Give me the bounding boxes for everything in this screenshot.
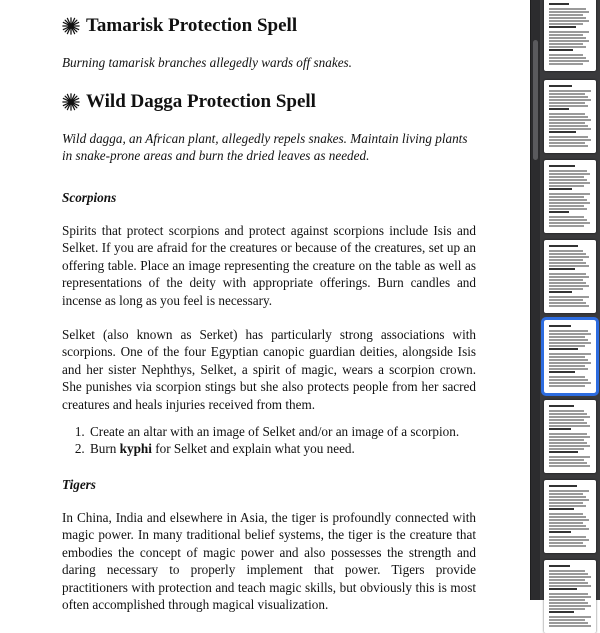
thumbnail-text-line	[549, 119, 591, 121]
thumbnail-text-line	[549, 522, 583, 524]
thumbnail-text-line	[549, 8, 586, 10]
list-item: 1. Create an altar with an image of Selket and/or an image of a scorpion.	[88, 423, 476, 440]
thumbnail-text-line	[549, 96, 588, 98]
thumbnail-text-line	[549, 359, 588, 361]
thumbnail-text-line	[549, 433, 587, 435]
thumbnail-text-line	[549, 499, 589, 501]
page-thumbnail[interactable]	[544, 480, 596, 553]
sidebar-scrollbar[interactable]	[531, 0, 540, 600]
thumbnail-text-line	[549, 3, 569, 5]
thumbnail-text-line	[549, 416, 590, 418]
thumbnail-text-line	[549, 279, 583, 281]
thumbnail-text-line	[549, 465, 590, 467]
tigers-paragraph-1: In China, India and elsewhere in Asia, the tiger is profoundly connected with magic power. In many traditional belief systems, the tiger is the creature that embodies the concept of magic power and also possesses the strength and daring necessary to properly implement that power. Tigers provide practitioners with protection and teach magic skills, but obviously this is most often accomplished through magical visualization.	[62, 509, 476, 612]
thumbnail-text-line	[549, 356, 585, 358]
thumbnail-text-line	[549, 456, 590, 458]
thumbnail-text-line	[549, 122, 585, 124]
thumbnail-text-line	[549, 371, 575, 373]
thumbnail-text-line	[549, 410, 584, 412]
thumbnail-text-line	[549, 508, 574, 510]
thumbnail-text-line	[549, 273, 586, 275]
thumbnail-text-line	[549, 376, 585, 378]
thumbnail-text-line	[549, 302, 586, 304]
thumbnail-text-line	[549, 40, 589, 42]
list-item	[88, 440, 476, 457]
scorpions-paragraph-1: Spirits that protect scorpions and protect against scorpions include Isis and Selket. If you are afraid for the creatures or because of the creatures, set up an offering table. Place an image representing the creature on the table as well as representations of the deity with appropriate offerings. Burn candles and incense as long as you feel is necessary.	[62, 223, 476, 308]
thumbnail-text-line	[549, 202, 590, 204]
thumbnail-text-line	[549, 622, 588, 624]
thumbnail-text-line	[549, 193, 590, 195]
page-thumbnail[interactable]	[544, 0, 596, 71]
thumbnail-text-line	[549, 222, 590, 224]
thumbnail-text-line	[549, 276, 589, 278]
section-heading-scorpions: Scorpions	[62, 190, 117, 205]
thumbnail-text-line	[549, 353, 591, 355]
thumbnail-text-line	[549, 336, 585, 338]
thumbnail-text-line	[549, 459, 584, 461]
thumbnail-text-line	[549, 490, 589, 492]
thumbnail-text-line	[549, 256, 589, 258]
thumbnail-text-line	[549, 17, 586, 19]
step-text: for Selket and explain what you need.	[151, 441, 355, 457]
thumbnail-text-line	[549, 57, 586, 59]
star-burst-icon	[62, 17, 80, 35]
thumbnail-text-line	[549, 99, 591, 101]
thumbnail-text-line	[549, 179, 587, 181]
page-thumbnail[interactable]	[544, 400, 596, 473]
thumbnail-text-line	[549, 525, 586, 527]
thumbnail-text-line	[549, 405, 574, 407]
thumbnail-text-line	[549, 451, 578, 453]
thumbnail-text-line	[549, 37, 586, 39]
thumbnail-text-line	[549, 439, 584, 441]
step-emphasis-kyphi: kyphi	[119, 441, 152, 457]
page-thumbnail[interactable]	[544, 80, 596, 153]
thumbnail-text-line	[549, 102, 585, 104]
thumbnail-text-line	[549, 493, 583, 495]
thumbnail-text-line	[549, 208, 587, 210]
thumbnail-text-line	[549, 11, 589, 13]
thumbnail-text-line	[549, 428, 571, 430]
thumbnail-text-line	[549, 49, 573, 51]
thumbnail-text-line	[549, 516, 586, 518]
thumbnail-text-line	[549, 448, 584, 450]
spell-title-text: Tamarisk Protection Spell	[86, 15, 298, 36]
thumbnail-text-line	[549, 616, 591, 618]
thumbnail-text-line	[549, 250, 583, 252]
thumbnail-text-line	[549, 291, 572, 293]
thumbnail-text-line	[549, 362, 591, 364]
thumbnail-text-line	[549, 605, 591, 607]
thumbnail-text-line	[549, 173, 590, 175]
scrollbar-thumb[interactable]	[533, 40, 538, 160]
thumbnail-text-line	[549, 385, 585, 387]
thumbnail-text-line	[549, 436, 590, 438]
thumbnail-text-line	[549, 176, 584, 178]
thumbnail-text-line	[549, 582, 588, 584]
thumbnail-text-line	[549, 142, 585, 144]
thumbnail-text-line	[549, 325, 571, 327]
thumbnail-text-line	[549, 588, 577, 590]
thumbnail-text-line	[549, 54, 583, 56]
thumbnail-text-line	[549, 296, 589, 298]
step-text: Burn	[90, 441, 120, 457]
thumbnail-text-line	[549, 116, 588, 118]
thumbnail-text-line	[549, 496, 586, 498]
thumbnail-text-line	[549, 339, 588, 341]
thumbnail-text-line	[549, 182, 590, 184]
thumbnail-text-line	[549, 502, 583, 504]
thumbnail-text-line	[549, 20, 589, 22]
thumbnail-text-line	[549, 93, 585, 95]
scorpions-steps-list	[88, 423, 476, 458]
thumbnail-text-line	[549, 265, 589, 267]
thumbnail-text-line	[549, 131, 576, 133]
thumbnail-text-line	[549, 608, 585, 610]
thumbnail-text-line	[549, 542, 583, 544]
spell-description: Burning tamarisk branches allegedly wards off snakes.	[62, 55, 352, 70]
spell-title-text: Wild Dagga Protection Spell	[86, 91, 316, 112]
page-thumbnail[interactable]	[544, 240, 596, 313]
thumbnail-text-line	[549, 505, 586, 507]
thumbnail-text-line	[549, 199, 587, 201]
thumbnail-text-line	[549, 14, 583, 16]
thumbnail-text-line	[549, 108, 569, 110]
thumbnail-text-line	[549, 573, 588, 575]
thumbnail-text-line	[549, 536, 586, 538]
thumbnail-text-line	[549, 611, 574, 613]
thumbnail-text-line	[549, 282, 586, 284]
thumbnail-sidebar[interactable]	[530, 0, 600, 600]
thumbnail-text-line	[549, 531, 571, 533]
section-heading-tigers: Tigers	[62, 476, 96, 492]
thumbnail-text-line	[549, 63, 583, 65]
thumbnail-text-line	[549, 442, 587, 444]
thumbnail-text-line	[549, 625, 591, 627]
thumbnail-text-line	[549, 528, 589, 530]
thumbnail-text-line	[549, 599, 585, 601]
thumbnail-text-line	[549, 225, 584, 227]
thumbnail-text-line	[549, 268, 575, 270]
thumbnail-text-line	[549, 462, 587, 464]
thumbnail-text-line	[549, 545, 586, 547]
thumbnail-text-line	[549, 211, 569, 213]
star-burst-icon	[62, 93, 80, 111]
thumbnail-text-line	[549, 105, 588, 107]
thumbnail-text-line	[549, 368, 588, 370]
thumbnail-text-line	[549, 585, 591, 587]
thumbnail-text-line	[549, 619, 585, 621]
thumbnail-text-line	[549, 128, 591, 130]
thumbnail-text-line	[549, 379, 588, 381]
thumbnail-text-line	[549, 216, 584, 218]
thumbnail-text-line	[549, 333, 591, 335]
thumbnail-text-line	[549, 576, 591, 578]
thumbnail-text-line	[549, 46, 586, 48]
thumbnail-text-line	[549, 365, 585, 367]
thumbnail-text-line	[549, 570, 585, 572]
thumbnail-text-line	[549, 285, 589, 287]
thumbnail-text-line	[549, 219, 587, 221]
thumbnail-text-line	[549, 445, 590, 447]
thumbnail-text-line	[549, 125, 588, 127]
thumbnail-text-line	[549, 31, 589, 33]
thumbnail-text-line	[549, 345, 585, 347]
thumbnail-text-line	[549, 136, 588, 138]
thumbnail-text-line	[549, 90, 591, 92]
thumbnail-text-line	[549, 305, 589, 307]
thumbnail-text-line	[549, 113, 585, 115]
thumbnail-text-line	[549, 425, 590, 427]
thumbnail-text-line	[549, 596, 591, 598]
thumbnail-text-line	[549, 330, 588, 332]
page-thumbnail[interactable]	[544, 160, 596, 233]
thumbnail-text-line	[549, 382, 591, 384]
thumbnail-text-line	[549, 196, 584, 198]
thumbnail-text-line	[549, 579, 585, 581]
thumbnail-text-line	[549, 539, 589, 541]
thumbnail-text-line	[549, 565, 570, 567]
thumbnail-text-line	[549, 348, 578, 350]
thumbnail-text-line	[549, 253, 586, 255]
thumbnail-text-line	[549, 245, 578, 247]
thumbnail-text-line	[549, 413, 587, 415]
thumbnail-text-line	[549, 288, 583, 290]
scorpions-paragraph-2: Selket (also known as Serket) has particularly strong associations with scorpions. One of the four Egyptian canopic guardian deities, alongside Isis and her sister Nephthys, Selket, a spirit of magic, wears a scorpion crown. She punishes via scorpion stings but she also protects people from her sacred creatures and heals injuries received from them.	[62, 327, 476, 412]
thumbnail-text-line	[549, 519, 589, 521]
thumbnail-text-line	[549, 602, 588, 604]
thumbnail-text-line	[549, 165, 575, 167]
thumbnail-text-line	[549, 145, 588, 147]
thumbnail-text-line	[549, 342, 591, 344]
thumbnail-text-line	[549, 23, 583, 25]
thumbnail-text-line	[549, 299, 583, 301]
thumbnail-text-line	[549, 43, 583, 45]
spell-title-wild-dagga	[62, 90, 476, 114]
page-thumbnail[interactable]	[544, 320, 596, 393]
thumbnail-text-line	[549, 485, 577, 487]
thumbnail-text-line	[549, 170, 587, 172]
thumbnail-text-line	[549, 26, 576, 28]
thumbnail-text-line	[549, 422, 587, 424]
thumbnail-text-line	[549, 185, 584, 187]
thumbnail-text-line	[549, 262, 586, 264]
thumbnail-text-line	[549, 60, 589, 62]
spell-description: Wild dagga, an African plant, allegedly repels snakes. Maintain living plants in snake-prone areas and burn the dried leaves as needed.	[62, 131, 468, 163]
thumbnail-text-line	[549, 593, 588, 595]
spell-title-tamarisk	[62, 14, 476, 38]
page-content	[62, 14, 476, 613]
thumbnail-text-line	[549, 85, 572, 87]
page-thumbnail[interactable]	[544, 560, 596, 633]
thumbnail-text-line	[549, 139, 591, 141]
thumbnail-text-line	[549, 188, 572, 190]
thumbnail-text-line	[549, 259, 583, 261]
thumbnail-text-line	[549, 419, 584, 421]
thumbnail-text-line	[549, 34, 583, 36]
thumbnail-text-line	[549, 205, 584, 207]
thumbnail-text-line	[549, 513, 583, 515]
